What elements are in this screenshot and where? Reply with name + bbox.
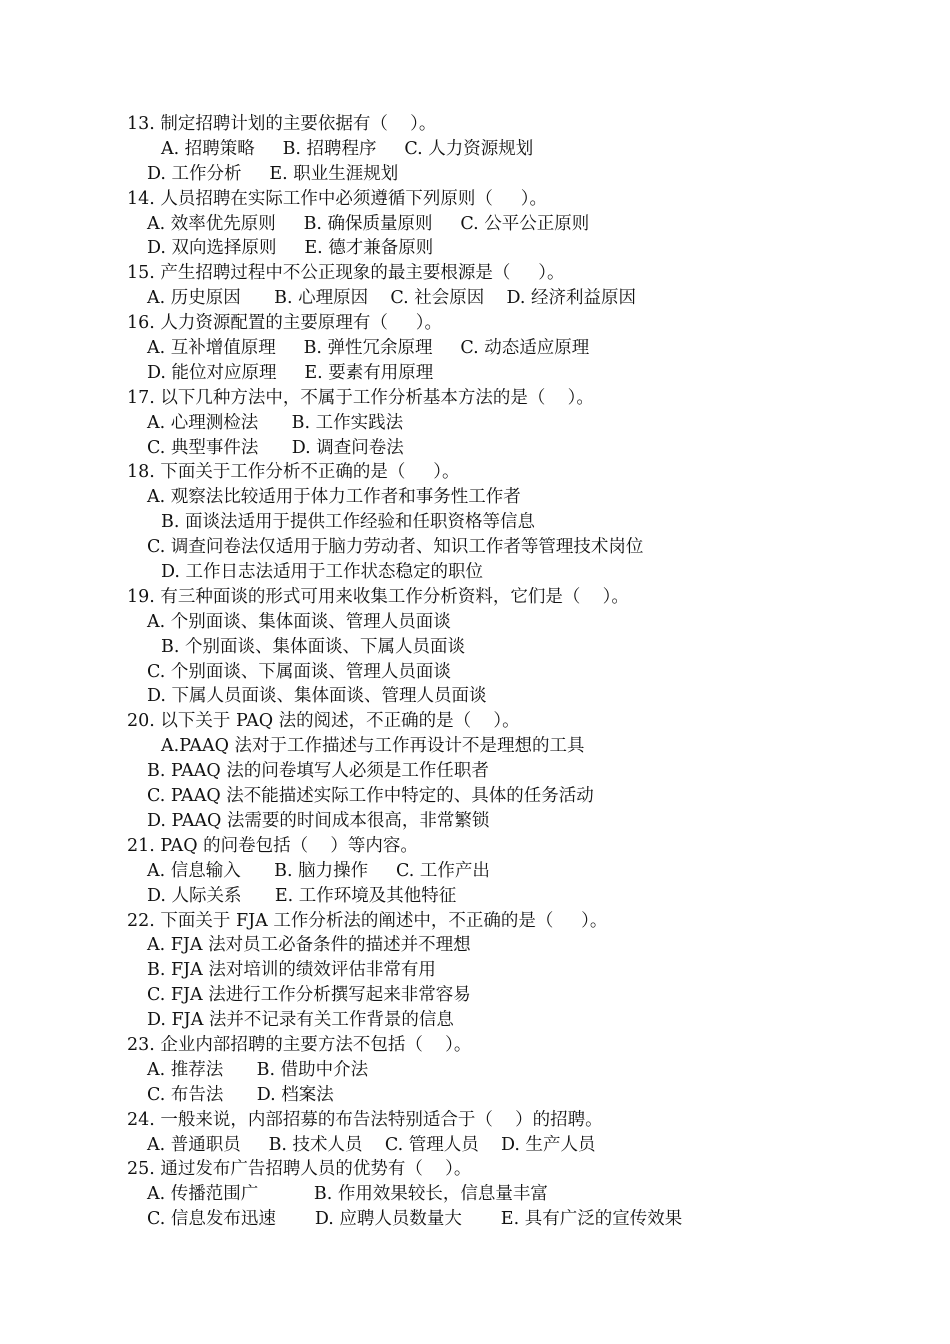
question-text: 15. 产生招聘过程中不公正现象的最主要根源是（ ）。	[127, 263, 565, 284]
question-text: 23. 企业内部招聘的主要方法不包括（ ）。	[127, 1034, 472, 1055]
question-list	[127, 112, 907, 1232]
question-text: 18. 下面关于工作分析不正确的是（ ）。	[127, 462, 460, 483]
question-text: 25. 通过发布广告招聘人员的优势有（ ）。	[127, 1159, 472, 1180]
question-text: 24. 一般来说，内部招募的布告法特别适合于（ ）的招聘。	[127, 1109, 603, 1130]
question-text: 13. 制定招聘计划的主要依据有（ ）。	[127, 114, 437, 134]
option-line: A. 效率优先原则 B. 确保质量原则 C. 公平公正原则	[147, 213, 590, 234]
option-line: C. 布告法 D. 档案法	[147, 1084, 334, 1105]
option-line: D. 能位对应原理 E. 要素有用原理	[147, 362, 434, 383]
option-line: B. 个别面谈、集体面谈、下属人员面谈	[161, 636, 465, 657]
option-line: C. 个别面谈、下属面谈、管理人员面谈	[147, 661, 451, 682]
question-text: 14. 人员招聘在实际工作中必须遵循下列原则（ ）。	[127, 188, 547, 209]
option-line: D. PAAQ 法需要的时间成本很高，非常繁锁	[147, 810, 490, 831]
option-line: A. 招聘策略 B. 招聘程序 C. 人力资源规划	[161, 138, 534, 159]
option-line: D. 工作日志法适用于工作状态稳定的职位	[161, 562, 484, 583]
question-text: 16. 人力资源配置的主要原理有（ ）。	[127, 313, 442, 334]
option-line: C. FJA 法进行工作分析撰写起来非常容易	[147, 985, 471, 1006]
option-line: A. 互补增值原理 B. 弹性冗余原理 C. 动态适应原理	[147, 338, 590, 359]
option-line: C. 调查问卷法仅适用于脑力劳动者、知识工作者等管理技术岗位	[147, 537, 644, 558]
option-line: D. 下属人员面谈、集体面谈、管理人员面谈	[147, 686, 487, 707]
option-line: D. FJA 法并不记录有关工作背景的信息	[147, 1010, 454, 1031]
option-line: C. 典型事件法 D. 调查问卷法	[147, 437, 404, 458]
option-line: D. 人际关系 E. 工作环境及其他特征	[147, 885, 457, 906]
option-line: C. PAAQ 法不能描述实际工作中特定的、具体的任务活动	[147, 786, 594, 807]
option-line: A. 信息输入 B. 脑力操作 C. 工作产出	[147, 860, 490, 881]
option-line: A. 历史原因 B. 心理原因 C. 社会原因 D. 经济利益原因	[147, 288, 637, 309]
option-line: A. 观察法比较适用于体力工作者和事务性工作者	[147, 487, 521, 508]
option-line: A.PAAQ 法对于工作描述与工作再设计不是理想的工具	[161, 736, 585, 757]
option-line: A. 推荐法 B. 借助中介法	[147, 1059, 369, 1080]
option-line: B. PAAQ 法的问卷填写人必须是工作任职者	[147, 761, 489, 782]
option-line: A. 个别面谈、集体面谈、管理人员面谈	[147, 611, 451, 632]
question-text: 21. PAQ 的问卷包括（ ）等内容。	[127, 835, 418, 856]
option-line: A. 心理测检法 B. 工作实践法	[147, 412, 404, 433]
option-line: A. 普通职员 B. 技术人员 C. 管理人员 D. 生产人员	[147, 1134, 596, 1155]
question-text: 19. 有三种面谈的形式可用来收集工作分析资料，它们是（ ）。	[127, 586, 629, 607]
question-text: 17. 以下几种方法中，不属于工作分析基本方法的是（ ）。	[127, 387, 594, 408]
option-line: D. 双向选择原则 E. 德才兼备原则	[147, 238, 434, 259]
option-line: D. 工作分析 E. 职业生涯规划	[147, 163, 399, 184]
option-line: C. 信息发布迅速 D. 应聘人员数量大 E. 具有广泛的宣传效果	[147, 1209, 683, 1230]
option-line: A. 传播范围广 B. 作用效果较长，信息量丰富	[147, 1184, 548, 1205]
question-text: 22. 下面关于 FJA 工作分析法的阐述中，不正确的是（ ）。	[127, 910, 608, 931]
option-line: B. FJA 法对培训的绩效评估非常有用	[147, 960, 436, 981]
option-line: B. 面谈法适用于提供工作经验和任职资格等信息	[161, 512, 535, 533]
option-line: A. FJA 法对员工必备条件的描述并不理想	[147, 935, 471, 956]
question-text: 20. 以下关于 PAQ 法的阅述，不正确的是（ ）。	[127, 711, 520, 732]
